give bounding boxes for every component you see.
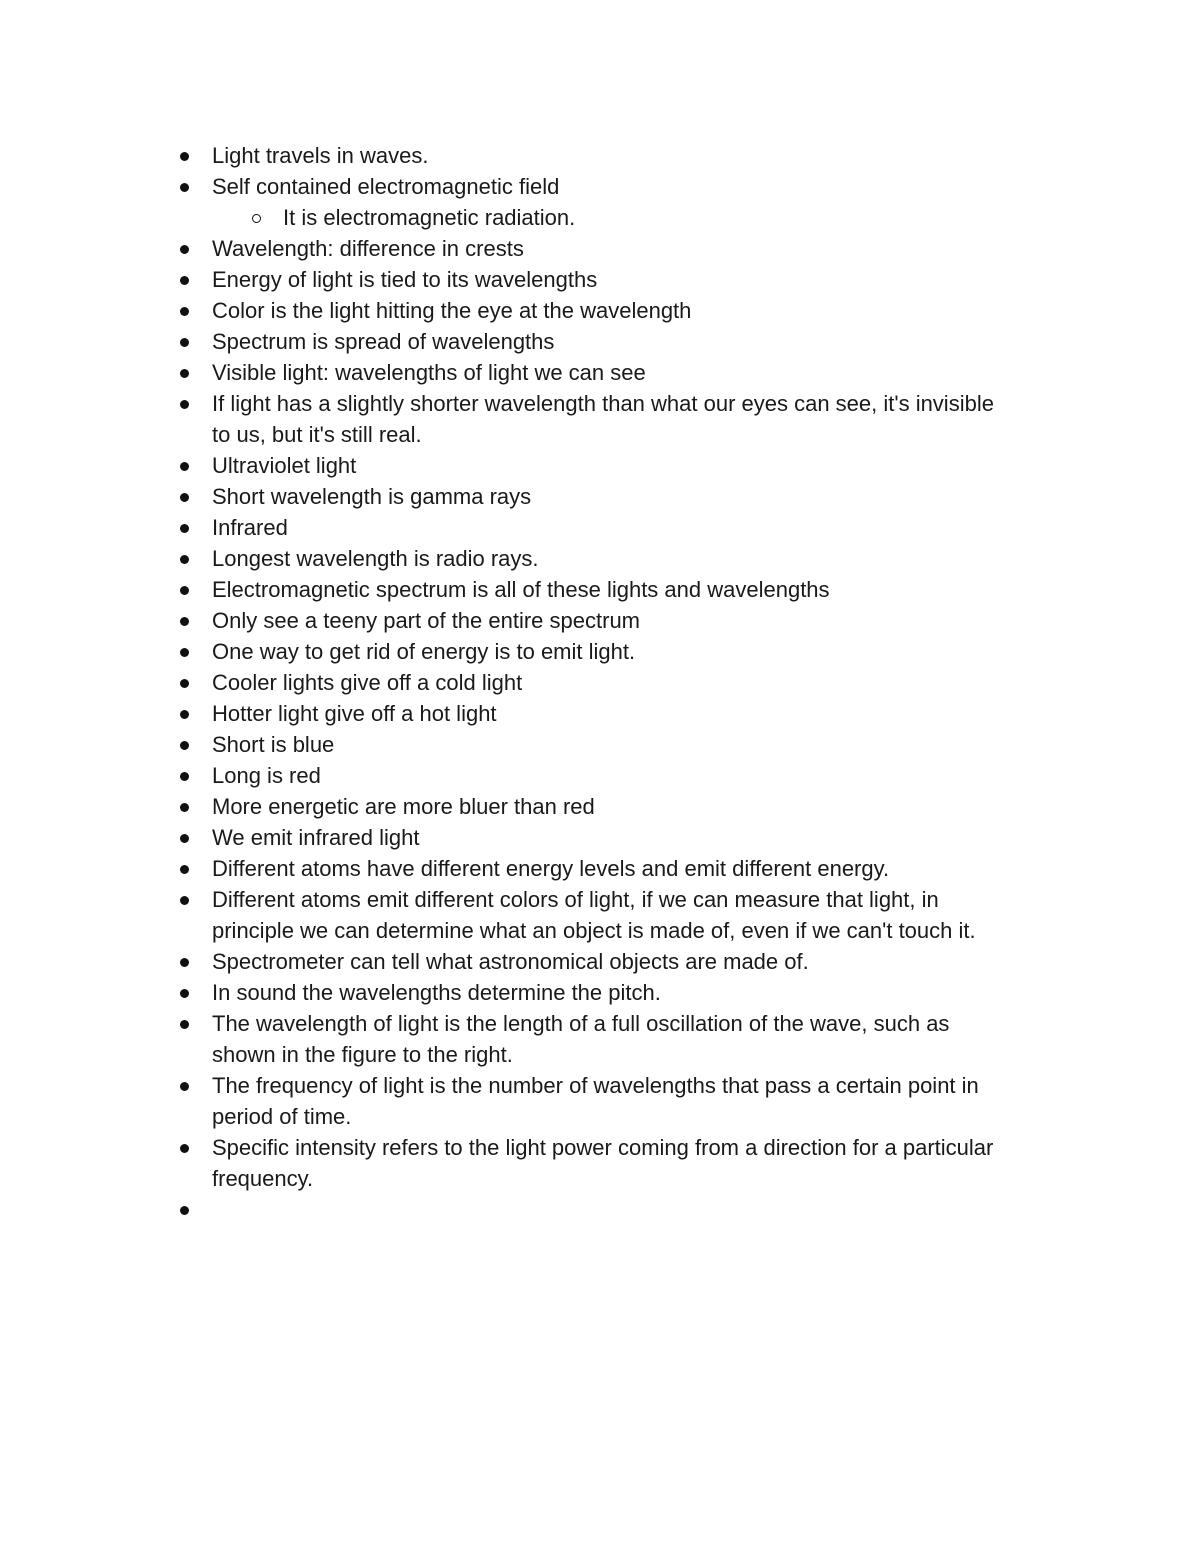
list-item-text: Short wavelength is gamma rays [212, 484, 532, 509]
list-item [0, 1194, 1200, 1225]
list-item [0, 481, 1200, 512]
bullet-icon [180, 400, 189, 409]
list-item-text: period of time. [212, 1104, 352, 1129]
bullet-icon [180, 710, 189, 719]
list-item-text: to us, but it's still real. [212, 422, 422, 447]
list-item [0, 1132, 1200, 1194]
bullet-list [0, 140, 1200, 1225]
list-item [0, 822, 1200, 853]
bullet-icon [180, 493, 189, 502]
bullet-icon [180, 183, 189, 192]
list-item-text: It is electromagnetic radiation. [283, 205, 576, 230]
list-item-text: Longest wavelength is radio rays. [212, 546, 539, 571]
list-item-text: The wavelength of light is the length of a full oscillation of the wave, such as [212, 1011, 950, 1036]
list-item [0, 357, 1200, 388]
list-item [0, 729, 1200, 760]
list-item [0, 698, 1200, 729]
list-item [0, 171, 1200, 202]
list-item-text: One way to get rid of energy is to emit light. [212, 639, 636, 664]
list-item-text: Ultraviolet light [212, 453, 357, 478]
list-item [0, 636, 1200, 667]
list-item-text: If light has a slightly shorter wavelength than what our eyes can see, it's invisible [212, 391, 994, 416]
list-item [0, 791, 1200, 822]
list-item [0, 1070, 1200, 1132]
bullet-icon [180, 896, 189, 905]
bullet-icon [180, 865, 189, 874]
bullet-icon [180, 1082, 189, 1091]
bullet-icon [180, 1144, 189, 1153]
list-item-text: Cooler lights give off a cold light [212, 670, 523, 695]
list-item [0, 388, 1200, 450]
bullet-icon [180, 1020, 189, 1029]
list-item [0, 450, 1200, 481]
list-item-text: In sound the wavelengths determine the pitch. [212, 980, 661, 1005]
bullet-icon [180, 741, 189, 750]
list-item-text: Infrared [212, 515, 288, 540]
list-item-text: Electromagnetic spectrum is all of these lights and wavelengths [212, 577, 830, 602]
list-item [0, 140, 1200, 171]
list-item [0, 574, 1200, 605]
list-item [0, 264, 1200, 295]
list-item-text: Spectrometer can tell what astronomical objects are made of. [212, 949, 809, 974]
list-item-text: Light travels in waves. [212, 143, 429, 168]
list-item-text: Spectrum is spread of wavelengths [212, 329, 555, 354]
sub-list-item [0, 202, 1200, 233]
list-item [0, 667, 1200, 698]
list-item-text: Visible light: wavelengths of light we can see [212, 360, 646, 385]
list-item-text: Wavelength: difference in crests [212, 236, 524, 261]
list-item-text: More energetic are more bluer than red [212, 794, 595, 819]
list-item [0, 1008, 1200, 1070]
bullet-icon [180, 617, 189, 626]
bullet-icon [180, 834, 189, 843]
list-item-text: shown in the figure to the right. [212, 1042, 513, 1067]
hollow-bullet-icon [252, 214, 261, 223]
list-item-text: frequency. [212, 1166, 314, 1191]
list-item-text: principle we can determine what an object is made of, even if we can't touch it. [212, 918, 976, 943]
bullet-icon [180, 679, 189, 688]
list-item-text: Hotter light give off a hot light [212, 701, 497, 726]
bullet-icon [180, 958, 189, 967]
bullet-icon [180, 245, 189, 254]
list-item [0, 884, 1200, 946]
list-item-text: Only see a teeny part of the entire spectrum [212, 608, 641, 633]
bullet-icon [180, 989, 189, 998]
list-item-text: Specific intensity refers to the light power coming from a direction for a particular [212, 1135, 994, 1160]
bullet-icon [180, 586, 189, 595]
list-item [0, 295, 1200, 326]
list-item [0, 233, 1200, 264]
bullet-icon [180, 369, 189, 378]
bullet-icon [180, 1206, 189, 1215]
list-item [0, 543, 1200, 574]
list-item [0, 946, 1200, 977]
list-item-text: The frequency of light is the number of wavelengths that pass a certain point in [212, 1073, 979, 1098]
list-item-text: We emit infrared light [212, 825, 420, 850]
list-item-text: Long is red [212, 763, 321, 788]
bullet-icon [180, 555, 189, 564]
bullet-icon [180, 276, 189, 285]
list-item-text: Different atoms emit different colors of light, if we can measure that light, in [212, 887, 939, 912]
bullet-icon [180, 648, 189, 657]
list-item-text: Color is the light hitting the eye at the wavelength [212, 298, 692, 323]
list-item-text: Short is blue [212, 732, 335, 757]
bullet-icon [180, 462, 189, 471]
list-item [0, 512, 1200, 543]
list-item-text: Different atoms have different energy levels and emit different energy. [212, 856, 890, 881]
list-item [0, 853, 1200, 884]
bullet-icon [180, 772, 189, 781]
bullet-icon [180, 338, 189, 347]
bullet-icon [180, 307, 189, 316]
bullet-icon [180, 524, 189, 533]
list-item [0, 326, 1200, 357]
list-item [0, 760, 1200, 791]
list-item-text: Self contained electromagnetic field [212, 174, 560, 199]
list-item [0, 605, 1200, 636]
list-item-text: Energy of light is tied to its wavelengths [212, 267, 598, 292]
bullet-icon [180, 803, 189, 812]
bullet-icon [180, 152, 189, 161]
list-item [0, 977, 1200, 1008]
